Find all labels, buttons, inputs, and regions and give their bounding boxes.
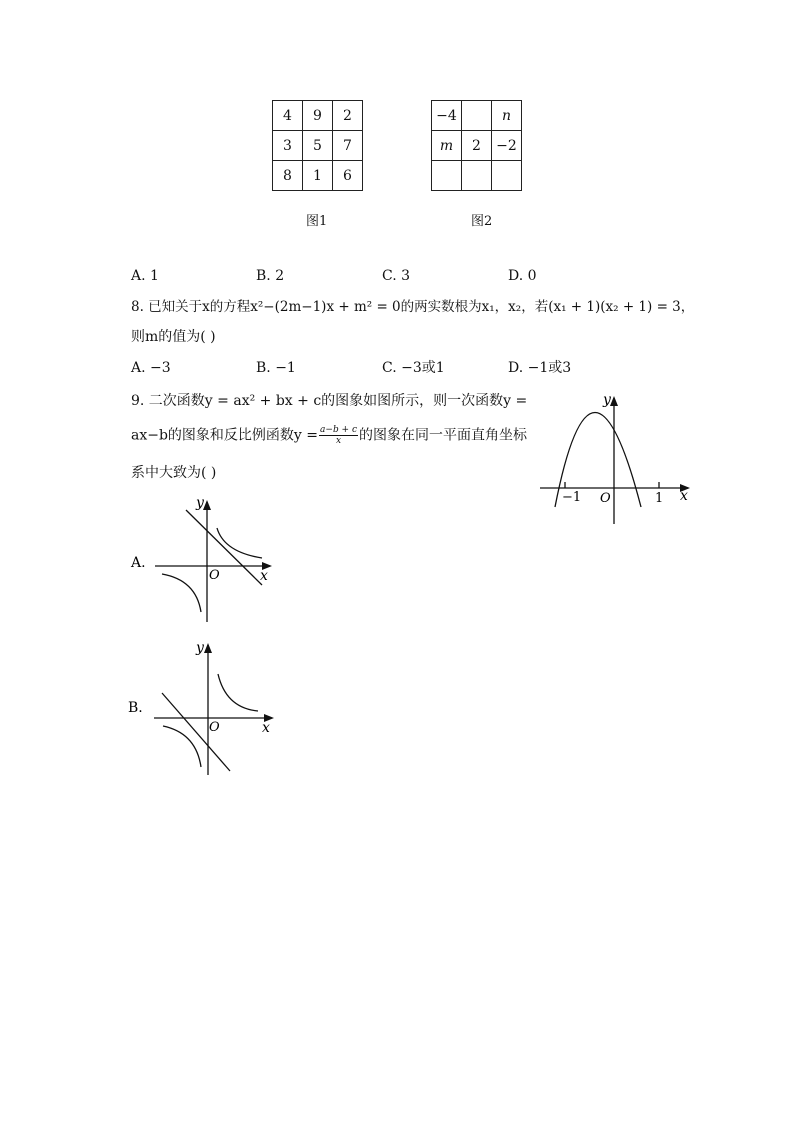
- x-label: x: [680, 488, 688, 504]
- b-hyperbola-branch-1: [218, 674, 258, 711]
- b-y-arrow: [204, 643, 212, 653]
- q9-stem-line3: 系中大致为( ): [131, 465, 217, 481]
- a-y-label: y: [196, 495, 204, 511]
- cell: −2: [492, 131, 522, 161]
- q8-option-a: A. −3: [131, 360, 171, 376]
- q8-stem-line1: 8. 已知关于x的方程x²−(2m−1)x + m² = 0的两实数根为x₁，x₂，若(x₁ + 1)(x₂ + 1) = 3，: [131, 299, 695, 315]
- q9-stem-line1: 9. 二次函数y = ax² + bx + c的图象如图所示，则一次函数y =: [131, 393, 528, 409]
- cell: 5: [303, 131, 333, 161]
- q8-stem-line2: 则m的值为( ): [131, 329, 216, 345]
- cell: 3: [273, 131, 303, 161]
- q9-stem-line2-a: ax−b的图象和反比例函数y =: [131, 427, 319, 444]
- b-y-label: y: [196, 640, 204, 656]
- y-label: y: [603, 392, 611, 408]
- cell: 2: [333, 101, 363, 131]
- cell: 6: [333, 161, 363, 191]
- cell: n: [492, 101, 522, 131]
- fig2-caption: 图2: [471, 214, 493, 229]
- q8-option-b: B. −1: [256, 360, 296, 376]
- fig1-caption: 图1: [306, 214, 328, 229]
- option-a-label: A.: [131, 555, 146, 571]
- b-linear-line: [162, 693, 230, 771]
- cell: −4: [432, 101, 462, 131]
- one-label: 1: [655, 491, 664, 506]
- cell: 4: [273, 101, 303, 131]
- origin-label: O: [600, 491, 611, 506]
- cell: 9: [303, 101, 333, 131]
- cell: 7: [333, 131, 363, 161]
- a-hyperbola-branch-1: [217, 528, 262, 558]
- q8-option-c: C. −3或1: [382, 360, 445, 376]
- q7-option-d: D. 0: [508, 268, 537, 284]
- q7-option-a: A. 1: [131, 268, 159, 284]
- option-b-label: B.: [128, 700, 143, 716]
- cell: 1: [303, 161, 333, 191]
- cell: 2: [462, 131, 492, 161]
- a-origin-label: O: [209, 568, 220, 583]
- cell: m: [432, 131, 462, 161]
- q8-option-d: D. −1或3: [508, 360, 572, 376]
- cell: 8: [273, 161, 303, 191]
- q7-option-c: C. 3: [382, 268, 411, 284]
- a-x-label: x: [260, 568, 268, 584]
- q9-stem-line2-b: 的图象在同一平面直角坐标: [359, 427, 528, 444]
- y-arrow: [610, 396, 618, 406]
- b-origin-label: O: [209, 720, 220, 735]
- a-linear-line: [186, 510, 262, 585]
- a-y-arrow: [203, 500, 211, 510]
- fraction-numerator: a−b + c: [320, 425, 358, 435]
- neg-one-label: −1: [562, 490, 582, 505]
- a-hyperbola-branch-2: [162, 574, 201, 612]
- q7-option-b: B. 2: [256, 268, 285, 284]
- fraction-denominator: x: [335, 436, 342, 446]
- b-x-label: x: [262, 720, 270, 736]
